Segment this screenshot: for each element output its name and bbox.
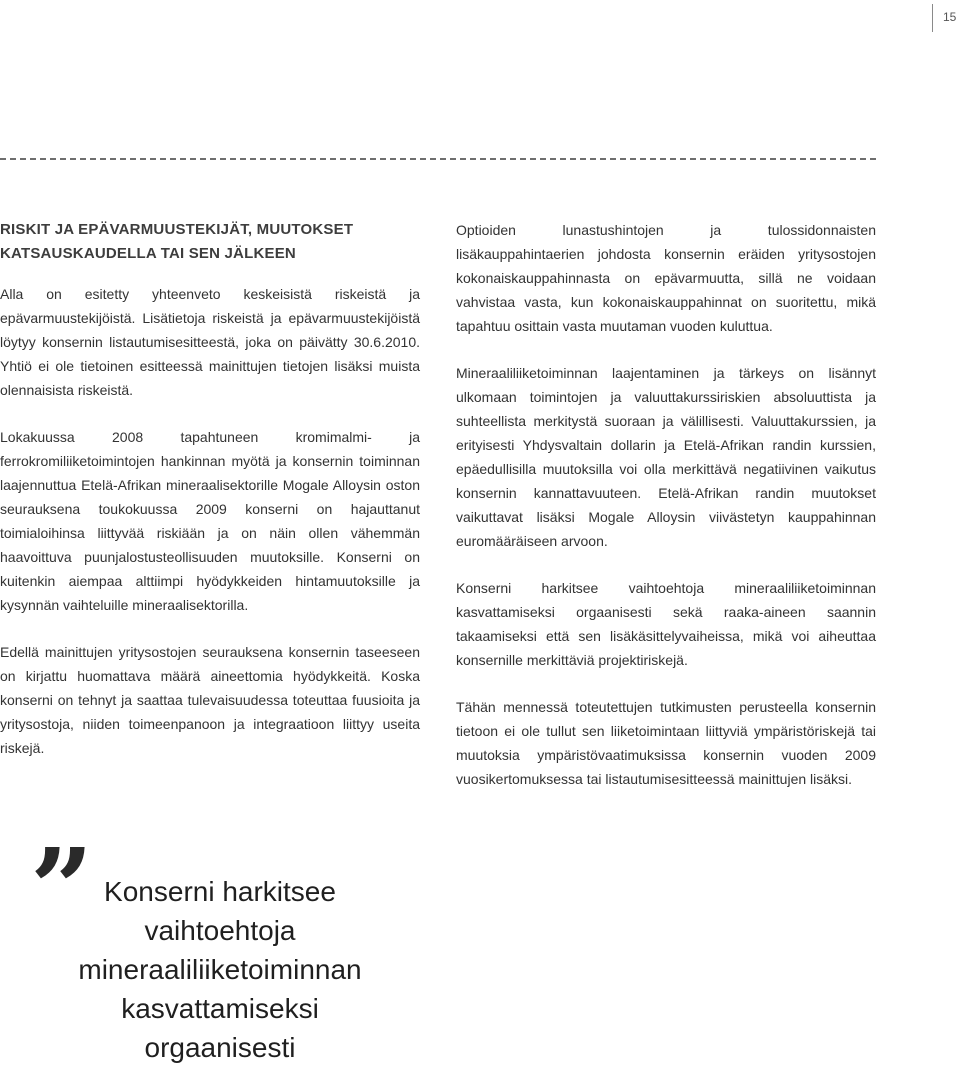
section-heading-line: KATSAUSKAUDELLA TAI SEN JÄLKEEN: [0, 245, 296, 262]
pull-quote-line: vaihtoehtoja: [144, 915, 296, 946]
left-column: [0, 218, 420, 783]
pull-quote-text: [30, 872, 410, 1067]
body-paragraph: Konserni harkitsee vaihtoehtoja mineraaliliiketoiminnan kasvattamiseksi orgaanisesti sekä raaka-aineen saannin takaamiseksi että sen lisäkäsittelyvaiheissa, mikä voi aiheuttaa konsernille merkittäviä projektiriskejä.: [456, 580, 876, 668]
body-paragraph: Alla on esitetty yhteenveto keskeisistä riskeistä ja epävarmuustekijöistä. Lisätietoja riskeistä ja epävarmuustekijöistä löytyy konsernin listautumisesitteestä, joka on päivätty 30.6.2010. Yhtiö ei ole tietoinen esitteessä mainittujen tietojen lisäksi muista olennaisista riskeistä.: [0, 286, 420, 398]
body-paragraph: Edellä mainittujen yritysostojen seurauksena konsernin taseeseen on kirjattu huomattava määrä aineettomia hyödykkeitä. Koska konserni on tehnyt ja saattaa tulevaisuudessa toteuttaa fuusioita ja yritysostoja, niiden toimeenpanoon ja integraatioon liittyy useita riskejä.: [0, 644, 420, 756]
quotation-mark-icon: ”: [30, 824, 94, 953]
body-paragraph: Tähän mennessä toteutettujen tutkimusten perusteella konsernin tietoon ei ole tullut sen liiketoimintaan liittyviä ympäristöriskejä tai muutoksia ympäristövaatimuksissa konsernin vuoden 2009 vuosikertomuksessa tai listautumisesitteessä mainittujen lisäksi.: [456, 699, 876, 787]
dashed-divider: [0, 158, 876, 160]
body-paragraph: Optioiden lunastushintojen ja tulossidonnaisten lisäkauppahintaerien johdosta konsernin eräiden yritysostojen kokonaiskauppahinnasta on epävarmuutta, sillä ne voidaan vahvistaa vasta, kun kokonaiskauppahinnat on suoritettu, mikä tapahtuu osittain vasta muutaman vuoden kuluttua.: [456, 222, 876, 334]
pull-quote-line: Konserni harkitsee: [104, 876, 336, 907]
pull-quote-line: mineraaliliiketoiminnan: [78, 954, 362, 985]
section-heading-line: RISKIT JA EPÄVARMUUSTEKIJÄT, MUUTOKSET: [0, 221, 354, 238]
section-heading: [0, 218, 420, 266]
page-number: 15: [943, 10, 957, 24]
body-paragraph: Mineraaliliiketoiminnan laajentaminen ja tärkeys on lisännyt ulkomaan toimintojen ja valuuttakurssiriskien absoluuttista ja suhteellista merkitystä suoraan ja välillisesti. Valuuttakurssien, ja erityisesti Yhdysvaltain dollarin ja Etelä-Afrikan randin kurssien, epäedullisilla muutoksilla voi olla merkittävä negatiivinen vaikutus konsernin kannattavuuteen. Etelä-Afrikan randin muutokset vaikuttavat lisäksi Mogale Alloysin viivästetyn kauppahinnan euromääräiseen arvoon.: [456, 365, 876, 549]
right-column: [456, 218, 876, 814]
page-number-divider: [932, 4, 933, 32]
body-paragraph: Lokakuussa 2008 tapahtuneen kromimalmi- ja ferrokromiliiketoimintojen hankinnan myötä ja konsernin toiminnan laajennuttua Etelä-Afrikan mineraalisektorille Mogale Alloysin oston seurauksena toukokuussa 2009 konserni on hajauttanut toimialoihinsa liittyvää riskiään ja on näin ollen vähemmän haavoittuva puunjalostusteollisuuden muutoksille. Konserni on kuitenkin aiempaa alttiimpi hyödykkeiden hintamuutoksille ja kysynnän vaihteluille mineraalisektorilla.: [0, 429, 420, 613]
pull-quote-line: orgaanisesti: [144, 1032, 296, 1063]
pull-quote-line: kasvattamiseksi: [121, 993, 319, 1024]
